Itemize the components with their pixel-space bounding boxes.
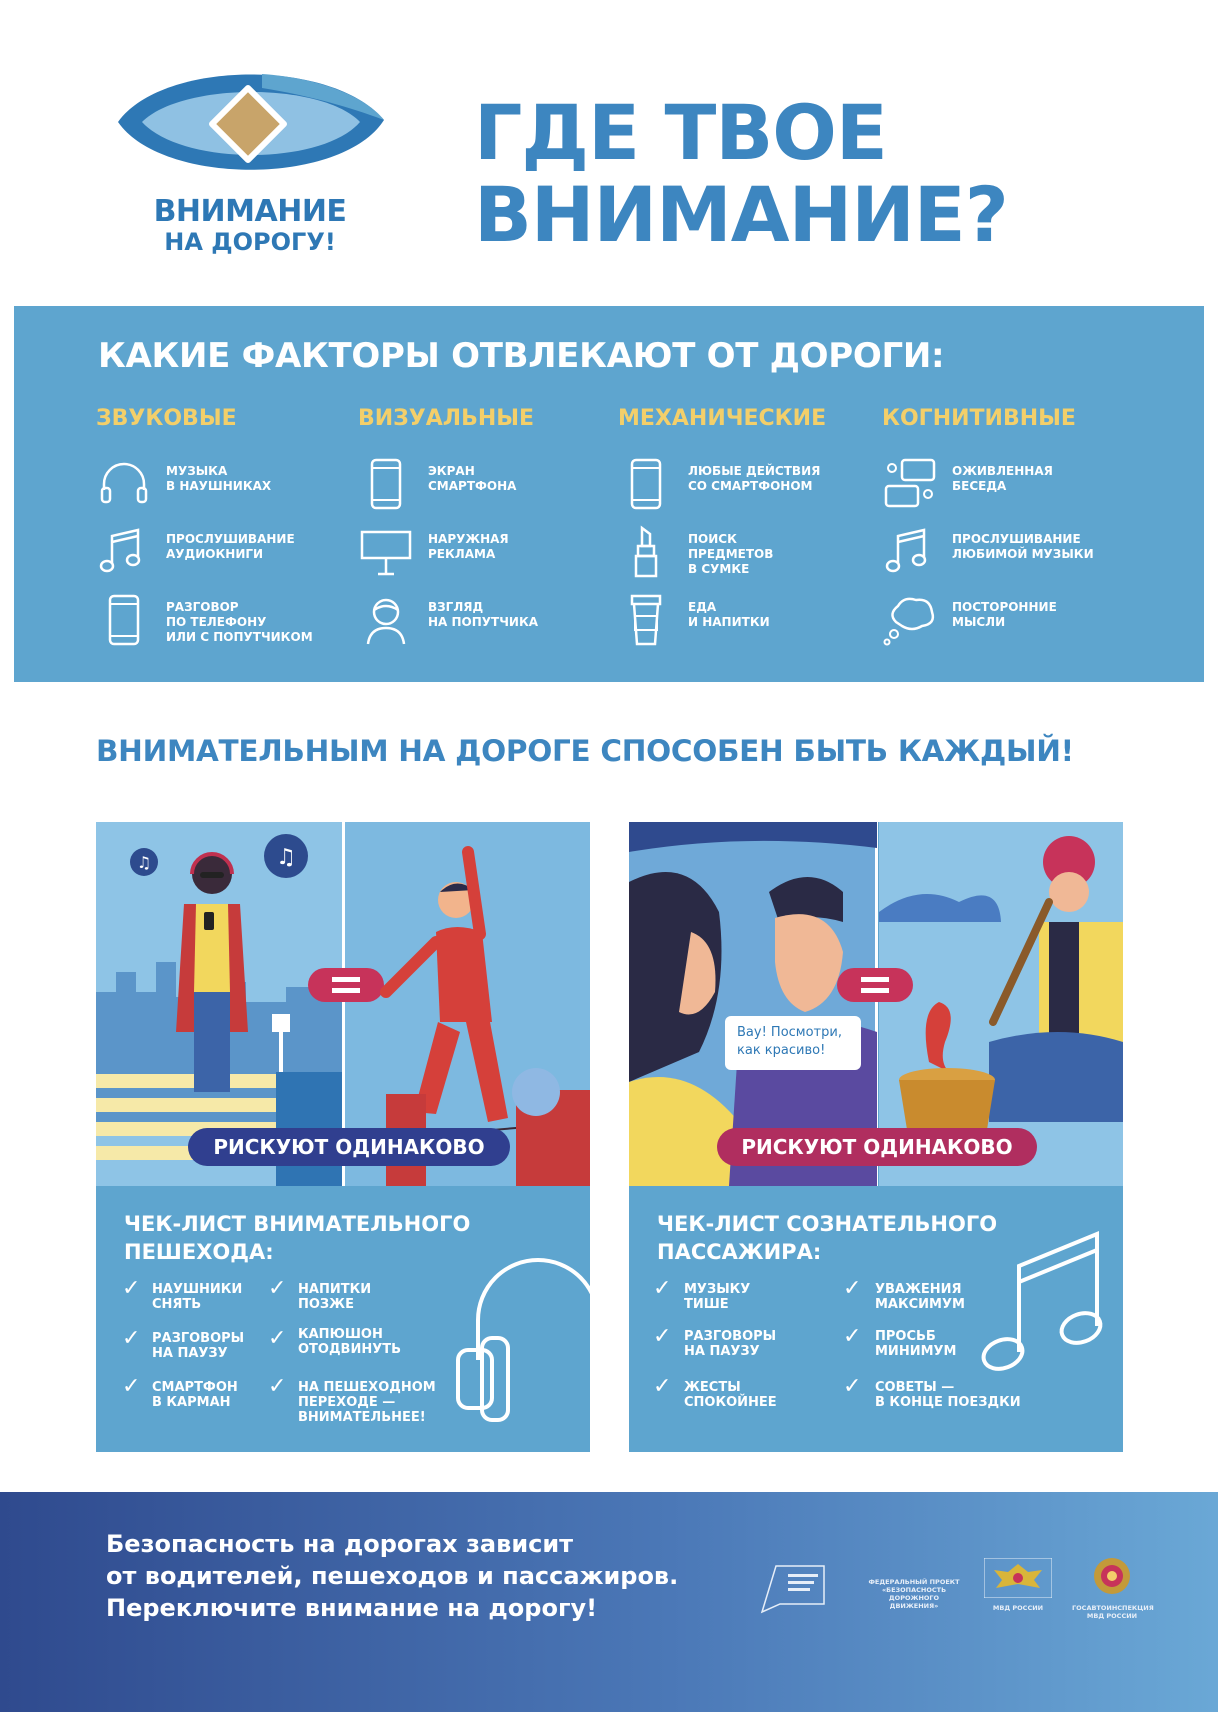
partner-label: МВД РОССИИ [992, 1604, 1044, 1612]
partner-label: ФЕДЕРАЛЬНЫЙ ПРОЕКТ «БЕЗОПАСНОСТЬ ДОРОЖНОГО ДВИЖЕНИЯ» [868, 1578, 960, 1610]
checklist-title: ЧЕК-ЛИСТ СОЗНАТЕЛЬНОГО ПАССАЖИРА: [657, 1212, 998, 1264]
factor-item [96, 592, 358, 660]
distraction-factors-panel [14, 306, 1204, 682]
checklist-item: МУЗЫКУ ТИШЕ [684, 1282, 751, 1312]
factor-column-visual [358, 406, 620, 660]
check-icon: ✓ [268, 1374, 287, 1399]
factor-item [358, 592, 620, 660]
checklist-item: ЖЕСТЫ СПОКОЙНЕЕ [684, 1380, 777, 1410]
factor-label: НАРУЖНАЯ РЕКЛАМА [428, 532, 509, 561]
factor-label: ПОИСК ПРЕДМЕТОВ В СУМКЕ [688, 532, 774, 576]
check-icon: ✓ [843, 1276, 862, 1301]
check-icon: ✓ [653, 1374, 672, 1399]
conversation-icon [882, 456, 938, 512]
headphones-icon [448, 1230, 590, 1430]
smartphone-icon [358, 456, 414, 512]
checklist-item: СОВЕТЫ — В КОНЦЕ ПОЕЗДКИ [875, 1380, 1021, 1410]
check-icon: ✓ [268, 1276, 287, 1301]
factor-item [882, 524, 1144, 592]
coffee-cup-icon [618, 592, 674, 648]
national-projects-logo-icon [760, 1564, 826, 1614]
check-icon: ✓ [653, 1276, 672, 1301]
factor-item [882, 456, 1144, 524]
factor-label: ПРОСЛУШИВАНИЕ АУДИОКНИГИ [166, 532, 295, 561]
headphones-icon [96, 456, 152, 512]
factor-label: ЛЮБЫЕ ДЕЙСТВИЯ СО СМАРТФОНОМ [688, 464, 821, 493]
partner-label: ГОСАВТОИНСПЕКЦИЯ МВД РОССИИ [1072, 1604, 1154, 1620]
passenger-card [629, 822, 1123, 1452]
everyone-heading: ВНИМАТЕЛЬНЫМ НА ДОРОГЕ СПОСОБЕН БЫТЬ КАЖДЫЙ! [96, 734, 1074, 768]
check-icon: ✓ [843, 1374, 862, 1399]
column-heading: ЗВУКОВЫЕ [96, 406, 237, 431]
smartphone-icon [618, 456, 674, 512]
checklist-item: НАПИТКИ ПОЗЖЕ [298, 1282, 372, 1312]
risk-label: РИСКУЮТ ОДИНАКОВО [717, 1128, 1037, 1166]
checklist-item: НАУШНИКИ СНЯТЬ [152, 1282, 243, 1312]
checklist-item: КАПЮШОН ОТОДВИНУТЬ [298, 1327, 402, 1357]
music-note-icon [882, 524, 938, 580]
campaign-logo [112, 68, 392, 268]
person-icon [358, 592, 414, 648]
svg-text:♫: ♫ [136, 853, 152, 872]
check-icon: ✓ [843, 1324, 862, 1349]
checklist-item: НА ПЕШЕХОДНОМ ПЕРЕХОДЕ — ВНИМАТЕЛЬНЕЕ! [298, 1380, 436, 1425]
eye-road-icon [112, 68, 392, 198]
factor-item [358, 456, 620, 524]
column-heading: МЕХАНИЧЕСКИЕ [618, 406, 827, 431]
factor-label: ЭКРАН СМАРТФОНА [428, 464, 517, 493]
factor-item [618, 592, 880, 660]
check-icon: ✓ [122, 1374, 141, 1399]
footer-banner [0, 1492, 1218, 1712]
factor-column-sound [96, 406, 358, 660]
thought-cloud-icon [882, 592, 938, 648]
music-note-icon [977, 1226, 1107, 1376]
column-heading: КОГНИТИВНЫЕ [882, 406, 1076, 431]
factors-heading: КАКИЕ ФАКТОРЫ ОТВЛЕКАЮТ ОТ ДОРОГИ: [98, 336, 945, 376]
factor-item [618, 524, 880, 592]
speech-bubble: Вау! Посмотри, как красиво! [725, 1016, 861, 1070]
check-icon: ✓ [268, 1326, 287, 1351]
factor-item [882, 592, 1144, 660]
check-icon: ✓ [122, 1276, 141, 1301]
factor-label: ОЖИВЛЕННАЯ БЕСЕДА [952, 464, 1053, 493]
factor-item [96, 456, 358, 524]
checklist-title: ЧЕК-ЛИСТ ВНИМАТЕЛЬНОГО ПЕШЕХОДА: [124, 1212, 471, 1264]
factor-item [618, 456, 880, 524]
factor-label: РАЗГОВОР ПО ТЕЛЕФОНУ ИЛИ С ПОПУТЧИКОМ [166, 600, 313, 644]
title-line-1: ГДЕ ТВОЕ [474, 88, 887, 177]
svg-text:♫: ♫ [276, 845, 296, 870]
page-title [474, 88, 1008, 259]
music-note-icon [96, 524, 152, 580]
check-icon: ✓ [653, 1324, 672, 1349]
pedestrian-card [96, 822, 590, 1452]
mvd-emblem-icon [984, 1558, 1052, 1598]
factor-column-cognitive [882, 406, 1144, 660]
column-heading: ВИЗУАЛЬНЫЕ [358, 406, 535, 431]
factor-column-mechanical [618, 406, 880, 660]
logo-line-2: НА ДОРОГУ! [164, 228, 336, 256]
billboard-icon [358, 524, 414, 580]
phone-icon [96, 592, 152, 648]
factor-item [96, 524, 358, 592]
factor-item [358, 524, 620, 592]
checklist-item: СМАРТФОН В КАРМАН [152, 1380, 238, 1410]
checklist-item: ПРОСЬБ МИНИМУМ [875, 1329, 957, 1359]
checklist-item: РАЗГОВОРЫ НА ПАУЗУ [684, 1329, 777, 1359]
factor-label: ПРОСЛУШИВАНИЕ ЛЮБИМОЙ МУЗЫКИ [952, 532, 1094, 561]
title-line-2: ВНИМАНИЕ? [474, 170, 1008, 259]
footer-slogan: Безопасность на дорогах зависит от водителей, пешеходов и пассажиров. Переключите внимание на дорогу! [106, 1530, 679, 1622]
check-icon: ✓ [122, 1326, 141, 1351]
risk-label: РИСКУЮТ ОДИНАКОВО [188, 1128, 510, 1166]
lipstick-icon [618, 524, 674, 580]
factor-label: ЕДА И НАПИТКИ [688, 600, 770, 629]
factor-label: МУЗЫКА В НАУШНИКАХ [166, 464, 272, 493]
factor-label: ПОСТОРОННИЕ МЫСЛИ [952, 600, 1057, 629]
factor-label: ВЗГЛЯД НА ПОПУТЧИКА [428, 600, 539, 629]
gibdd-emblem-icon [1092, 1556, 1132, 1596]
checklist-item: РАЗГОВОРЫ НА ПАУЗУ [152, 1331, 245, 1361]
logo-line-1: ВНИМАНИЕ [153, 194, 347, 229]
checklist-item: УВАЖЕНИЯ МАКСИМУМ [875, 1282, 965, 1312]
